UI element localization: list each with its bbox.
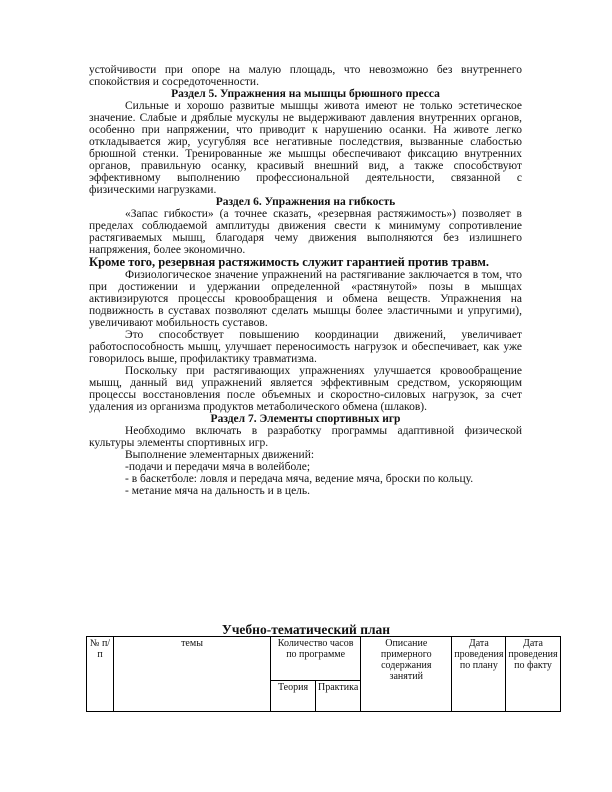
paragraph-injury-guarantee: Кроме того, резервная растяжимость служит гарантией против травм.: [89, 255, 490, 269]
section-6-heading: Раздел 6. Упражнения на гибкость: [215, 196, 396, 208]
paragraph-recovery: Поскольку при растягивающих упражнениях улучшается кровообращение мышц, данный вид упражнений является эффективным средством, ускоряющим процессы восстановления после объемных и скоростно-силовых нагрузок, за счет удаления из организма продуктов метаболического обмена (шлаков).: [89, 364, 522, 413]
plan-table: [86, 636, 561, 712]
header-hours: Количество часов по программе: [271, 637, 361, 681]
paragraph-coordination: Это способствует повышению координации движений, увеличивает работоспособность мышц, улучшает переносимость нагрузок и обеспечивает, как уже говорилось выше, профилактику травматизма.: [89, 328, 522, 365]
table-header-row: [87, 637, 561, 681]
list-item-throwing: - метание мяча на дальность и в цель.: [125, 484, 311, 497]
section-5-heading: Раздел 5. Упражнения на мышцы брюшного пресса: [171, 88, 440, 100]
paragraph-sport-games: Необходимо включать в разработку программы адаптивной физической культуры элементы спортивных игр.: [89, 424, 522, 449]
paragraph-elementary-moves: Выполнение элементарных движений:: [125, 448, 315, 461]
header-theory: Теория: [271, 680, 316, 711]
header-topics: темы: [114, 637, 271, 712]
paragraph-physiology: Физиологическое значение упражнений на растягивание заключается в том, что при достижении и удержании определенной «растянутой» позы в мышцах активизируются процессы кровообращения и обмена веществ. Упражнения на подвижность в суставах позволяют сделать мышцы более эластичными и упругими), увеличивают мобильность суставов.: [89, 268, 522, 329]
list-item-basketball: - в баскетболе: ловля и передача мяча, ведение мяча, броски по кольцу.: [125, 472, 474, 485]
plan-title: Учебно-тематический план: [221, 622, 391, 637]
paragraph-stability: устойчивости при опоре на малую площадь, что невозможно без внутреннего спокойствия и сосредоточенности.: [89, 64, 522, 88]
header-plan-date: Дата проведения по плану: [452, 637, 506, 712]
header-fact-date: Дата проведения по факту: [506, 637, 560, 712]
header-practice: Практика: [316, 680, 361, 711]
list-item-volleyball: -подачи и передачи мяча в волейболе;: [125, 460, 311, 473]
paragraph-abdominal: Сильные и хорошо развитые мышцы живота имеют не только эстетическое значение. Слабые и дряблые мускулы не выдерживают давления внутренних органов, особенно при напряжении, что приводит к нарушению осанки. На животе легко откладывается жир, усугубляя все негативные последствия, вызванные слабостью брюшной стенки. Тренированные же мышцы обеспечивают фиксацию внутренних органов, правильную осанку, красивый внешний вид, а также способствуют эффективному выполнению профессиональной деятельности, связанной с физическими нагрузками.: [89, 100, 522, 196]
paragraph-flexibility-reserve: «Запас гибкости» (а точнее сказать, «резервная растяжимость») позволяет в пределах соблюдаемой амплитуды движения свести к минимуму сопротивление растягиваемых мышц, благодаря чему движения выполняются без излишнего напряжения, более экономично.: [89, 208, 522, 256]
section-7-heading: Раздел 7. Элементы спортивных игр: [210, 412, 401, 425]
header-description: Описание примерного содержания занятий: [361, 637, 452, 712]
header-number: № п/п: [87, 637, 114, 712]
document-body: [89, 64, 522, 497]
